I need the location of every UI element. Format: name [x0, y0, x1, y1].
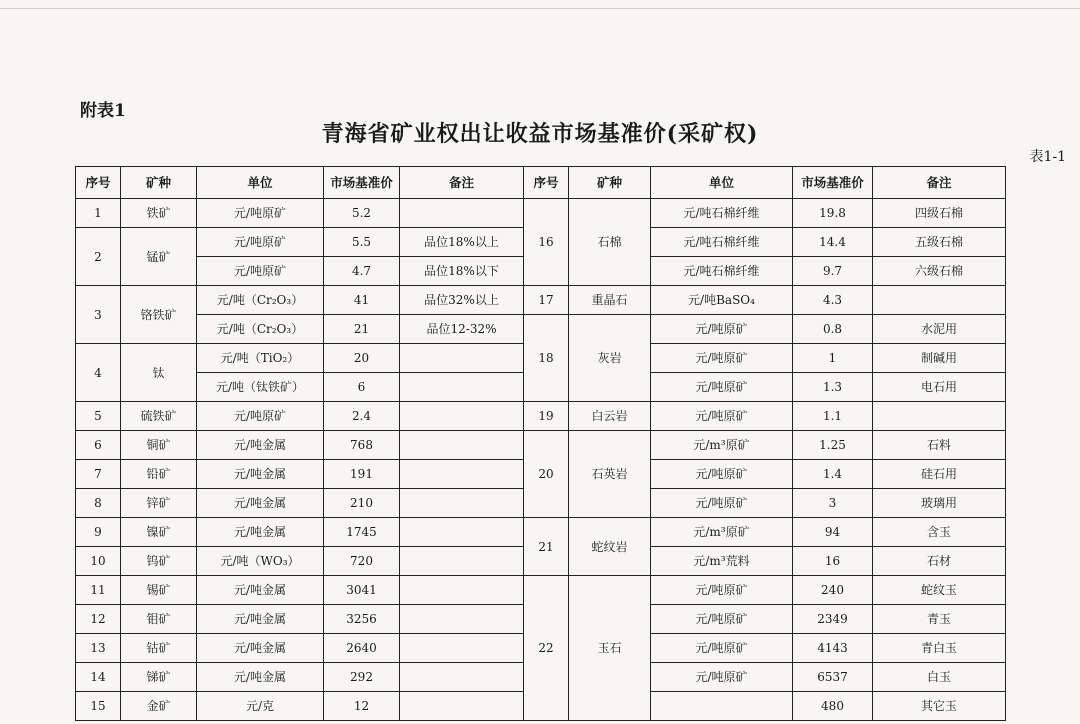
unit-cell: 元/吨石棉纤维: [651, 228, 793, 257]
price-cell: 0.8: [793, 315, 873, 344]
unit-cell: 元/吨（Cr₂O₃）: [197, 315, 324, 344]
mineral-cell: 铜矿: [121, 431, 197, 460]
price-cell: 6537: [793, 663, 873, 692]
price-table: [75, 166, 1006, 721]
unit-cell: 元/m³荒料: [651, 547, 793, 576]
remark-cell: [400, 663, 524, 692]
price-cell: 4143: [793, 634, 873, 663]
remark-cell: 青玉: [873, 605, 1006, 634]
unit-cell: 元/吨原矿: [651, 344, 793, 373]
mineral-cell: 石棉: [569, 199, 651, 286]
unit-cell: 元/m³原矿: [651, 431, 793, 460]
price-cell: 6: [324, 373, 400, 402]
seq-cell: 19: [524, 402, 569, 431]
price-cell: 1745: [324, 518, 400, 547]
mineral-cell: 钛: [121, 344, 197, 402]
price-cell: 4.7: [324, 257, 400, 286]
seq-cell: 6: [76, 431, 121, 460]
header-price: 市场基准价: [793, 167, 873, 199]
header-seq: 序号: [76, 167, 121, 199]
price-cell: 1.3: [793, 373, 873, 402]
price-cell: 1.4: [793, 460, 873, 489]
remark-cell: 其它玉: [873, 692, 1006, 721]
remark-cell: [400, 605, 524, 634]
price-cell: 1.1: [793, 402, 873, 431]
table-row: [76, 518, 1006, 547]
price-cell: 2349: [793, 605, 873, 634]
price-cell: 12: [324, 692, 400, 721]
table-row: [76, 431, 1006, 460]
remark-cell: 制碱用: [873, 344, 1006, 373]
remark-cell: [400, 344, 524, 373]
unit-cell: 元/m³原矿: [651, 518, 793, 547]
seq-cell: 3: [76, 286, 121, 344]
remark-cell: 品位18%以上: [400, 228, 524, 257]
seq-cell: 11: [76, 576, 121, 605]
remark-cell: 青白玉: [873, 634, 1006, 663]
unit-cell: 元/吨原矿: [197, 402, 324, 431]
price-cell: 2.4: [324, 402, 400, 431]
header-unit: 单位: [197, 167, 324, 199]
mineral-cell: 锑矿: [121, 663, 197, 692]
unit-cell: 元/吨金属: [197, 576, 324, 605]
header-remark: 备注: [400, 167, 524, 199]
seq-cell: 1: [76, 199, 121, 228]
seq-cell: 15: [76, 692, 121, 721]
unit-cell: [651, 692, 793, 721]
unit-cell: 元/克: [197, 692, 324, 721]
seq-cell: 18: [524, 315, 569, 402]
remark-cell: 石料: [873, 431, 1006, 460]
unit-cell: 元/吨金属: [197, 634, 324, 663]
table-row: [76, 576, 1006, 605]
price-cell: 41: [324, 286, 400, 315]
price-cell: 768: [324, 431, 400, 460]
table-row: [76, 402, 1006, 431]
price-cell: 1: [793, 344, 873, 373]
unit-cell: 元/吨原矿: [651, 373, 793, 402]
unit-cell: 元/吨原矿: [651, 605, 793, 634]
remark-cell: 电石用: [873, 373, 1006, 402]
unit-cell: 元/吨原矿: [197, 228, 324, 257]
mineral-cell: 铅矿: [121, 460, 197, 489]
price-cell: 94: [793, 518, 873, 547]
unit-cell: 元/吨原矿: [197, 199, 324, 228]
remark-cell: 玻璃用: [873, 489, 1006, 518]
seq-cell: 14: [76, 663, 121, 692]
price-cell: 191: [324, 460, 400, 489]
price-cell: 4.3: [793, 286, 873, 315]
mineral-cell: 锌矿: [121, 489, 197, 518]
remark-cell: 四级石棉: [873, 199, 1006, 228]
seq-cell: 12: [76, 605, 121, 634]
price-cell: 3256: [324, 605, 400, 634]
remark-cell: [400, 402, 524, 431]
mineral-cell: 钴矿: [121, 634, 197, 663]
table-row: [76, 315, 1006, 344]
unit-cell: 元/吨石棉纤维: [651, 199, 793, 228]
mineral-cell: 镍矿: [121, 518, 197, 547]
mineral-cell: 石英岩: [569, 431, 651, 518]
mineral-cell: 铬铁矿: [121, 286, 197, 344]
seq-cell: 4: [76, 344, 121, 402]
remark-cell: 六级石棉: [873, 257, 1006, 286]
mineral-cell: 锰矿: [121, 228, 197, 286]
remark-cell: 含玉: [873, 518, 1006, 547]
seq-cell: 8: [76, 489, 121, 518]
unit-cell: 元/吨金属: [197, 605, 324, 634]
unit-cell: 元/吨金属: [197, 460, 324, 489]
remark-cell: 硅石用: [873, 460, 1006, 489]
price-cell: 14.4: [793, 228, 873, 257]
mineral-cell: 重晶石: [569, 286, 651, 315]
unit-cell: 元/吨金属: [197, 518, 324, 547]
remark-cell: 品位18%以下: [400, 257, 524, 286]
appendix-label: 附表1: [80, 101, 126, 121]
header-unit: 单位: [651, 167, 793, 199]
price-cell: 292: [324, 663, 400, 692]
scan-top-edge: [0, 0, 1080, 9]
remark-cell: [873, 402, 1006, 431]
remark-cell: 白玉: [873, 663, 1006, 692]
seq-cell: 21: [524, 518, 569, 576]
unit-cell: 元/吨原矿: [651, 663, 793, 692]
mineral-cell: 铁矿: [121, 199, 197, 228]
remark-cell: [873, 286, 1006, 315]
remark-cell: [400, 489, 524, 518]
seq-cell: 16: [524, 199, 569, 286]
price-cell: 2640: [324, 634, 400, 663]
page-title: 青海省矿业权出让收益市场基准价(采矿权): [321, 121, 759, 147]
remark-cell: [400, 518, 524, 547]
seq-cell: 17: [524, 286, 569, 315]
remark-cell: 水泥用: [873, 315, 1006, 344]
price-cell: 19.8: [793, 199, 873, 228]
unit-cell: 元/吨原矿: [651, 402, 793, 431]
remark-cell: [400, 460, 524, 489]
remark-cell: [400, 373, 524, 402]
mineral-cell: 金矿: [121, 692, 197, 721]
table-number: 表1-1: [1029, 149, 1066, 165]
unit-cell: 元/吨金属: [197, 489, 324, 518]
price-cell: 240: [793, 576, 873, 605]
price-cell: 16: [793, 547, 873, 576]
remark-cell: [400, 634, 524, 663]
price-cell: 9.7: [793, 257, 873, 286]
price-cell: 210: [324, 489, 400, 518]
remark-cell: 石材: [873, 547, 1006, 576]
unit-cell: 元/吨（Cr₂O₃）: [197, 286, 324, 315]
unit-cell: 元/吨原矿: [197, 257, 324, 286]
price-cell: 5.5: [324, 228, 400, 257]
seq-cell: 10: [76, 547, 121, 576]
header-price: 市场基准价: [324, 167, 400, 199]
price-cell: 480: [793, 692, 873, 721]
mineral-cell: 白云岩: [569, 402, 651, 431]
header-mineral: 矿种: [121, 167, 197, 199]
header-remark: 备注: [873, 167, 1006, 199]
unit-cell: 元/吨金属: [197, 663, 324, 692]
unit-cell: 元/吨原矿: [651, 489, 793, 518]
unit-cell: 元/吨原矿: [651, 576, 793, 605]
unit-cell: 元/吨（TiO₂）: [197, 344, 324, 373]
remark-cell: [400, 199, 524, 228]
remark-cell: 蛇纹玉: [873, 576, 1006, 605]
header-row: [76, 167, 1006, 199]
seq-cell: 22: [524, 576, 569, 721]
remark-cell: [400, 576, 524, 605]
mineral-cell: 钨矿: [121, 547, 197, 576]
unit-cell: 元/吨BaSO₄: [651, 286, 793, 315]
price-cell: 3: [793, 489, 873, 518]
unit-cell: 元/吨（钛铁矿）: [197, 373, 324, 402]
mineral-cell: 玉石: [569, 576, 651, 721]
remark-cell: 五级石棉: [873, 228, 1006, 257]
seq-cell: 7: [76, 460, 121, 489]
mineral-cell: 锡矿: [121, 576, 197, 605]
seq-cell: 9: [76, 518, 121, 547]
unit-cell: 元/吨原矿: [651, 315, 793, 344]
mineral-cell: 蛇纹岩: [569, 518, 651, 576]
seq-cell: 2: [76, 228, 121, 286]
price-cell: 720: [324, 547, 400, 576]
unit-cell: 元/吨原矿: [651, 634, 793, 663]
seq-cell: 20: [524, 431, 569, 518]
price-cell: 21: [324, 315, 400, 344]
seq-cell: 5: [76, 402, 121, 431]
price-cell: 1.25: [793, 431, 873, 460]
unit-cell: 元/吨石棉纤维: [651, 257, 793, 286]
unit-cell: 元/吨原矿: [651, 460, 793, 489]
price-cell: 3041: [324, 576, 400, 605]
remark-cell: 品位12-32%: [400, 315, 524, 344]
unit-cell: 元/吨（WO₃）: [197, 547, 324, 576]
mineral-cell: 钼矿: [121, 605, 197, 634]
remark-cell: [400, 692, 524, 721]
mineral-cell: 硫铁矿: [121, 402, 197, 431]
remark-cell: [400, 547, 524, 576]
remark-cell: 品位32%以上: [400, 286, 524, 315]
seq-cell: 13: [76, 634, 121, 663]
table-row: [76, 286, 1006, 315]
price-cell: 20: [324, 344, 400, 373]
header-mineral: 矿种: [569, 167, 651, 199]
price-cell: 5.2: [324, 199, 400, 228]
mineral-cell: 灰岩: [569, 315, 651, 402]
table-row: [76, 199, 1006, 228]
header-seq: 序号: [524, 167, 569, 199]
remark-cell: [400, 431, 524, 460]
unit-cell: 元/吨金属: [197, 431, 324, 460]
